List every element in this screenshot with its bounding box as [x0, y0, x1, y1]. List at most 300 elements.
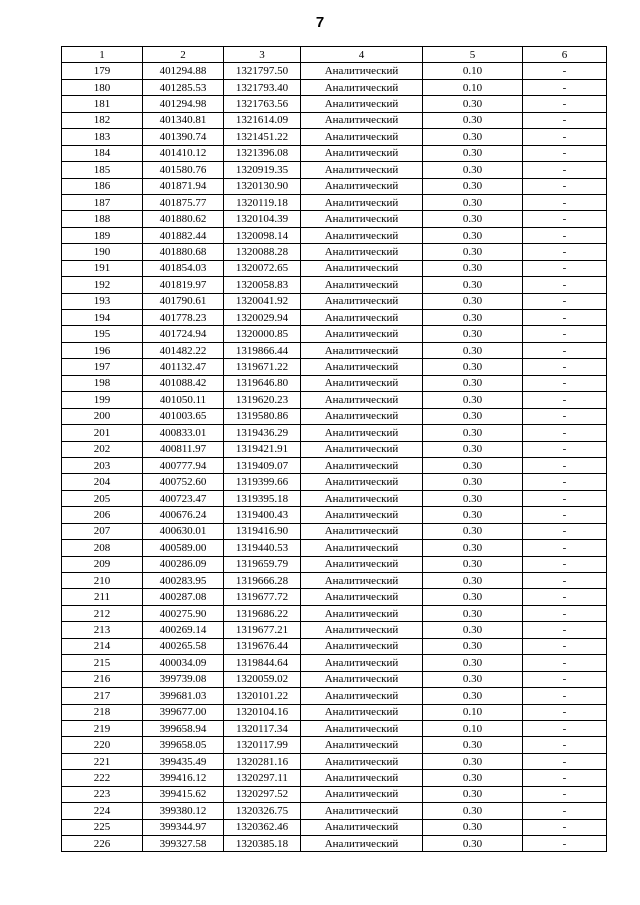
accuracy-cell: 0.30 [423, 770, 523, 786]
method-cell: Аналитический [301, 63, 423, 79]
x-coordinate-cell: 400676.24 [143, 507, 224, 523]
accuracy-cell: 0.30 [423, 342, 523, 358]
accuracy-cell: 0.30 [423, 310, 523, 326]
x-coordinate-cell: 399344.97 [143, 819, 224, 835]
method-cell: Аналитический [301, 145, 423, 161]
point-number-cell: 215 [62, 655, 143, 671]
note-cell: - [523, 671, 607, 687]
x-coordinate-cell: 400275.90 [143, 605, 224, 621]
table-row [62, 819, 607, 835]
note-cell: - [523, 638, 607, 654]
x-coordinate-cell: 399677.00 [143, 704, 224, 720]
y-coordinate-cell: 1319646.80 [224, 375, 301, 391]
point-number-cell: 184 [62, 145, 143, 161]
method-cell: Аналитический [301, 457, 423, 473]
accuracy-cell: 0.30 [423, 178, 523, 194]
table-row [62, 671, 607, 687]
point-number-cell: 180 [62, 79, 143, 95]
accuracy-cell: 0.30 [423, 227, 523, 243]
note-cell: - [523, 293, 607, 309]
x-coordinate-cell: 400269.14 [143, 622, 224, 638]
table-row [62, 523, 607, 539]
x-coordinate-cell: 401340.81 [143, 112, 224, 128]
note-cell: - [523, 359, 607, 375]
y-coordinate-cell: 1320029.94 [224, 310, 301, 326]
accuracy-cell: 0.30 [423, 260, 523, 276]
x-coordinate-cell: 400034.09 [143, 655, 224, 671]
y-coordinate-cell: 1319676.44 [224, 638, 301, 654]
note-cell: - [523, 408, 607, 424]
table-row [62, 194, 607, 210]
method-cell: Аналитический [301, 112, 423, 128]
x-coordinate-cell: 401778.23 [143, 310, 224, 326]
point-number-cell: 223 [62, 786, 143, 802]
point-number-cell: 224 [62, 803, 143, 819]
table-row [62, 244, 607, 260]
note-cell: - [523, 573, 607, 589]
y-coordinate-cell: 1319671.22 [224, 359, 301, 375]
method-cell: Аналитический [301, 753, 423, 769]
y-coordinate-cell: 1320117.99 [224, 737, 301, 753]
note-cell: - [523, 96, 607, 112]
accuracy-cell: 0.30 [423, 589, 523, 605]
note-cell: - [523, 63, 607, 79]
column-header: 1 [62, 47, 143, 63]
x-coordinate-cell: 401132.47 [143, 359, 224, 375]
y-coordinate-cell: 1320919.35 [224, 162, 301, 178]
y-coordinate-cell: 1320385.18 [224, 836, 301, 852]
method-cell: Аналитический [301, 671, 423, 687]
y-coordinate-cell: 1320130.90 [224, 178, 301, 194]
y-coordinate-cell: 1319399.66 [224, 474, 301, 490]
method-cell: Аналитический [301, 425, 423, 441]
note-cell: - [523, 178, 607, 194]
method-cell: Аналитический [301, 655, 423, 671]
accuracy-cell: 0.30 [423, 507, 523, 523]
note-cell: - [523, 112, 607, 128]
note-cell: - [523, 474, 607, 490]
table-row [62, 622, 607, 638]
x-coordinate-cell: 400286.09 [143, 556, 224, 572]
x-coordinate-cell: 401390.74 [143, 129, 224, 145]
accuracy-cell: 0.30 [423, 556, 523, 572]
y-coordinate-cell: 1319666.28 [224, 573, 301, 589]
point-number-cell: 205 [62, 490, 143, 506]
point-number-cell: 225 [62, 819, 143, 835]
y-coordinate-cell: 1319659.79 [224, 556, 301, 572]
note-cell: - [523, 720, 607, 736]
table-row [62, 638, 607, 654]
note-cell: - [523, 753, 607, 769]
accuracy-cell: 0.30 [423, 326, 523, 342]
note-cell: - [523, 803, 607, 819]
y-coordinate-cell: 1321797.50 [224, 63, 301, 79]
method-cell: Аналитический [301, 392, 423, 408]
x-coordinate-cell: 401294.88 [143, 63, 224, 79]
x-coordinate-cell: 400752.60 [143, 474, 224, 490]
y-coordinate-cell: 1320088.28 [224, 244, 301, 260]
y-coordinate-cell: 1320326.75 [224, 803, 301, 819]
method-cell: Аналитический [301, 803, 423, 819]
point-number-cell: 187 [62, 194, 143, 210]
x-coordinate-cell: 401003.65 [143, 408, 224, 424]
y-coordinate-cell: 1319580.86 [224, 408, 301, 424]
method-cell: Аналитический [301, 704, 423, 720]
point-number-cell: 210 [62, 573, 143, 589]
point-number-cell: 191 [62, 260, 143, 276]
method-cell: Аналитический [301, 786, 423, 802]
point-number-cell: 199 [62, 392, 143, 408]
accuracy-cell: 0.30 [423, 425, 523, 441]
point-number-cell: 186 [62, 178, 143, 194]
x-coordinate-cell: 401294.98 [143, 96, 224, 112]
table-row [62, 704, 607, 720]
note-cell: - [523, 145, 607, 161]
x-coordinate-cell: 401882.44 [143, 227, 224, 243]
note-cell: - [523, 375, 607, 391]
x-coordinate-cell: 400283.95 [143, 573, 224, 589]
x-coordinate-cell: 401410.12 [143, 145, 224, 161]
method-cell: Аналитический [301, 720, 423, 736]
note-cell: - [523, 244, 607, 260]
column-header: 2 [143, 47, 224, 63]
y-coordinate-cell: 1319686.22 [224, 605, 301, 621]
point-number-cell: 179 [62, 63, 143, 79]
y-coordinate-cell: 1321763.56 [224, 96, 301, 112]
method-cell: Аналитический [301, 688, 423, 704]
accuracy-cell: 0.30 [423, 244, 523, 260]
accuracy-cell: 0.30 [423, 457, 523, 473]
coordinates-table [61, 46, 607, 852]
note-cell: - [523, 342, 607, 358]
accuracy-cell: 0.10 [423, 720, 523, 736]
x-coordinate-cell: 399739.08 [143, 671, 224, 687]
x-coordinate-cell: 401880.62 [143, 211, 224, 227]
accuracy-cell: 0.30 [423, 737, 523, 753]
accuracy-cell: 0.30 [423, 803, 523, 819]
y-coordinate-cell: 1320362.46 [224, 819, 301, 835]
y-coordinate-cell: 1319395.18 [224, 490, 301, 506]
accuracy-cell: 0.30 [423, 622, 523, 638]
point-number-cell: 219 [62, 720, 143, 736]
point-number-cell: 194 [62, 310, 143, 326]
note-cell: - [523, 260, 607, 276]
column-header: 4 [301, 47, 423, 63]
method-cell: Аналитический [301, 326, 423, 342]
note-cell: - [523, 194, 607, 210]
table-row [62, 573, 607, 589]
accuracy-cell: 0.30 [423, 490, 523, 506]
y-coordinate-cell: 1321793.40 [224, 79, 301, 95]
table-row [62, 112, 607, 128]
point-number-cell: 198 [62, 375, 143, 391]
y-coordinate-cell: 1320104.16 [224, 704, 301, 720]
method-cell: Аналитический [301, 474, 423, 490]
method-cell: Аналитический [301, 507, 423, 523]
accuracy-cell: 0.30 [423, 194, 523, 210]
point-number-cell: 208 [62, 540, 143, 556]
table-row [62, 96, 607, 112]
x-coordinate-cell: 400630.01 [143, 523, 224, 539]
method-cell: Аналитический [301, 359, 423, 375]
method-cell: Аналитический [301, 129, 423, 145]
table-row [62, 507, 607, 523]
point-number-cell: 226 [62, 836, 143, 852]
note-cell: - [523, 605, 607, 621]
note-cell: - [523, 622, 607, 638]
point-number-cell: 207 [62, 523, 143, 539]
accuracy-cell: 0.30 [423, 605, 523, 621]
y-coordinate-cell: 1320059.02 [224, 671, 301, 687]
y-coordinate-cell: 1321396.08 [224, 145, 301, 161]
accuracy-cell: 0.30 [423, 129, 523, 145]
table-row [62, 162, 607, 178]
page-number: 7 [315, 14, 325, 31]
method-cell: Аналитический [301, 260, 423, 276]
accuracy-cell: 0.30 [423, 392, 523, 408]
method-cell: Аналитический [301, 638, 423, 654]
table-row [62, 457, 607, 473]
y-coordinate-cell: 1319866.44 [224, 342, 301, 358]
y-coordinate-cell: 1320101.22 [224, 688, 301, 704]
x-coordinate-cell: 399658.05 [143, 737, 224, 753]
accuracy-cell: 0.30 [423, 112, 523, 128]
x-coordinate-cell: 400811.97 [143, 441, 224, 457]
note-cell: - [523, 326, 607, 342]
method-cell: Аналитический [301, 293, 423, 309]
y-coordinate-cell: 1319400.43 [224, 507, 301, 523]
note-cell: - [523, 786, 607, 802]
note-cell: - [523, 425, 607, 441]
table-row [62, 63, 607, 79]
y-coordinate-cell: 1320058.83 [224, 277, 301, 293]
accuracy-cell: 0.30 [423, 145, 523, 161]
x-coordinate-cell: 401050.11 [143, 392, 224, 408]
x-coordinate-cell: 401880.68 [143, 244, 224, 260]
accuracy-cell: 0.30 [423, 819, 523, 835]
table-body [62, 63, 607, 852]
accuracy-cell: 0.30 [423, 523, 523, 539]
accuracy-cell: 0.30 [423, 408, 523, 424]
accuracy-cell: 0.10 [423, 704, 523, 720]
table-row [62, 227, 607, 243]
table-row [62, 359, 607, 375]
point-number-cell: 221 [62, 753, 143, 769]
table-row [62, 836, 607, 852]
note-cell: - [523, 540, 607, 556]
x-coordinate-cell: 401875.77 [143, 194, 224, 210]
point-number-cell: 188 [62, 211, 143, 227]
table-row [62, 688, 607, 704]
method-cell: Аналитический [301, 819, 423, 835]
y-coordinate-cell: 1319416.90 [224, 523, 301, 539]
point-number-cell: 200 [62, 408, 143, 424]
y-coordinate-cell: 1319440.53 [224, 540, 301, 556]
x-coordinate-cell: 401790.61 [143, 293, 224, 309]
table-row [62, 79, 607, 95]
accuracy-cell: 0.30 [423, 753, 523, 769]
method-cell: Аналитический [301, 342, 423, 358]
y-coordinate-cell: 1320000.85 [224, 326, 301, 342]
column-header: 6 [523, 47, 607, 63]
note-cell: - [523, 277, 607, 293]
method-cell: Аналитический [301, 79, 423, 95]
table-row [62, 720, 607, 736]
method-cell: Аналитический [301, 375, 423, 391]
x-coordinate-cell: 399416.12 [143, 770, 224, 786]
method-cell: Аналитический [301, 244, 423, 260]
y-coordinate-cell: 1320297.52 [224, 786, 301, 802]
table-row [62, 277, 607, 293]
x-coordinate-cell: 400287.08 [143, 589, 224, 605]
note-cell: - [523, 737, 607, 753]
table-row [62, 293, 607, 309]
table-row [62, 474, 607, 490]
accuracy-cell: 0.30 [423, 638, 523, 654]
y-coordinate-cell: 1319421.91 [224, 441, 301, 457]
accuracy-cell: 0.10 [423, 79, 523, 95]
x-coordinate-cell: 401854.03 [143, 260, 224, 276]
method-cell: Аналитический [301, 836, 423, 852]
table-row [62, 145, 607, 161]
method-cell: Аналитический [301, 622, 423, 638]
y-coordinate-cell: 1319677.72 [224, 589, 301, 605]
note-cell: - [523, 770, 607, 786]
table-row [62, 556, 607, 572]
table-row [62, 655, 607, 671]
note-cell: - [523, 211, 607, 227]
point-number-cell: 189 [62, 227, 143, 243]
method-cell: Аналитический [301, 540, 423, 556]
note-cell: - [523, 79, 607, 95]
point-number-cell: 214 [62, 638, 143, 654]
x-coordinate-cell: 401285.53 [143, 79, 224, 95]
method-cell: Аналитический [301, 227, 423, 243]
method-cell: Аналитический [301, 441, 423, 457]
accuracy-cell: 0.30 [423, 540, 523, 556]
table-row [62, 425, 607, 441]
table-row [62, 490, 607, 506]
method-cell: Аналитический [301, 96, 423, 112]
x-coordinate-cell: 401482.22 [143, 342, 224, 358]
method-cell: Аналитический [301, 162, 423, 178]
x-coordinate-cell: 400723.47 [143, 490, 224, 506]
method-cell: Аналитический [301, 310, 423, 326]
y-coordinate-cell: 1320297.11 [224, 770, 301, 786]
method-cell: Аналитический [301, 523, 423, 539]
x-coordinate-cell: 400833.01 [143, 425, 224, 441]
accuracy-cell: 0.30 [423, 688, 523, 704]
x-coordinate-cell: 400265.58 [143, 638, 224, 654]
point-number-cell: 190 [62, 244, 143, 260]
method-cell: Аналитический [301, 573, 423, 589]
accuracy-cell: 0.30 [423, 277, 523, 293]
point-number-cell: 204 [62, 474, 143, 490]
point-number-cell: 206 [62, 507, 143, 523]
y-coordinate-cell: 1320041.92 [224, 293, 301, 309]
table-row [62, 310, 607, 326]
table-row [62, 260, 607, 276]
x-coordinate-cell: 399327.58 [143, 836, 224, 852]
method-cell: Аналитический [301, 408, 423, 424]
x-coordinate-cell: 399380.12 [143, 803, 224, 819]
point-number-cell: 201 [62, 425, 143, 441]
note-cell: - [523, 129, 607, 145]
point-number-cell: 181 [62, 96, 143, 112]
point-number-cell: 222 [62, 770, 143, 786]
column-header: 5 [423, 47, 523, 63]
accuracy-cell: 0.30 [423, 655, 523, 671]
point-number-cell: 211 [62, 589, 143, 605]
method-cell: Аналитический [301, 490, 423, 506]
y-coordinate-cell: 1320098.14 [224, 227, 301, 243]
table-row [62, 737, 607, 753]
x-coordinate-cell: 401724.94 [143, 326, 224, 342]
table-row [62, 589, 607, 605]
y-coordinate-cell: 1319620.23 [224, 392, 301, 408]
column-header: 3 [224, 47, 301, 63]
accuracy-cell: 0.30 [423, 441, 523, 457]
y-coordinate-cell: 1320117.34 [224, 720, 301, 736]
x-coordinate-cell: 401088.42 [143, 375, 224, 391]
accuracy-cell: 0.30 [423, 162, 523, 178]
x-coordinate-cell: 399415.62 [143, 786, 224, 802]
table-row [62, 753, 607, 769]
table-row [62, 803, 607, 819]
point-number-cell: 197 [62, 359, 143, 375]
note-cell: - [523, 523, 607, 539]
table-row [62, 342, 607, 358]
x-coordinate-cell: 401871.94 [143, 178, 224, 194]
table-row [62, 786, 607, 802]
note-cell: - [523, 589, 607, 605]
note-cell: - [523, 556, 607, 572]
point-number-cell: 182 [62, 112, 143, 128]
accuracy-cell: 0.30 [423, 211, 523, 227]
table-row [62, 441, 607, 457]
table-row [62, 178, 607, 194]
point-number-cell: 196 [62, 342, 143, 358]
method-cell: Аналитический [301, 589, 423, 605]
method-cell: Аналитический [301, 605, 423, 621]
x-coordinate-cell: 400777.94 [143, 457, 224, 473]
note-cell: - [523, 688, 607, 704]
point-number-cell: 217 [62, 688, 143, 704]
note-cell: - [523, 310, 607, 326]
accuracy-cell: 0.30 [423, 359, 523, 375]
y-coordinate-cell: 1319436.29 [224, 425, 301, 441]
accuracy-cell: 0.30 [423, 573, 523, 589]
method-cell: Аналитический [301, 556, 423, 572]
method-cell: Аналитический [301, 194, 423, 210]
accuracy-cell: 0.30 [423, 671, 523, 687]
method-cell: Аналитический [301, 178, 423, 194]
point-number-cell: 209 [62, 556, 143, 572]
x-coordinate-cell: 399435.49 [143, 753, 224, 769]
point-number-cell: 220 [62, 737, 143, 753]
method-cell: Аналитический [301, 770, 423, 786]
point-number-cell: 213 [62, 622, 143, 638]
point-number-cell: 212 [62, 605, 143, 621]
accuracy-cell: 0.30 [423, 786, 523, 802]
y-coordinate-cell: 1319844.64 [224, 655, 301, 671]
y-coordinate-cell: 1320281.16 [224, 753, 301, 769]
note-cell: - [523, 704, 607, 720]
table-header-row [62, 47, 607, 63]
y-coordinate-cell: 1321614.09 [224, 112, 301, 128]
table-row [62, 375, 607, 391]
table-row [62, 211, 607, 227]
